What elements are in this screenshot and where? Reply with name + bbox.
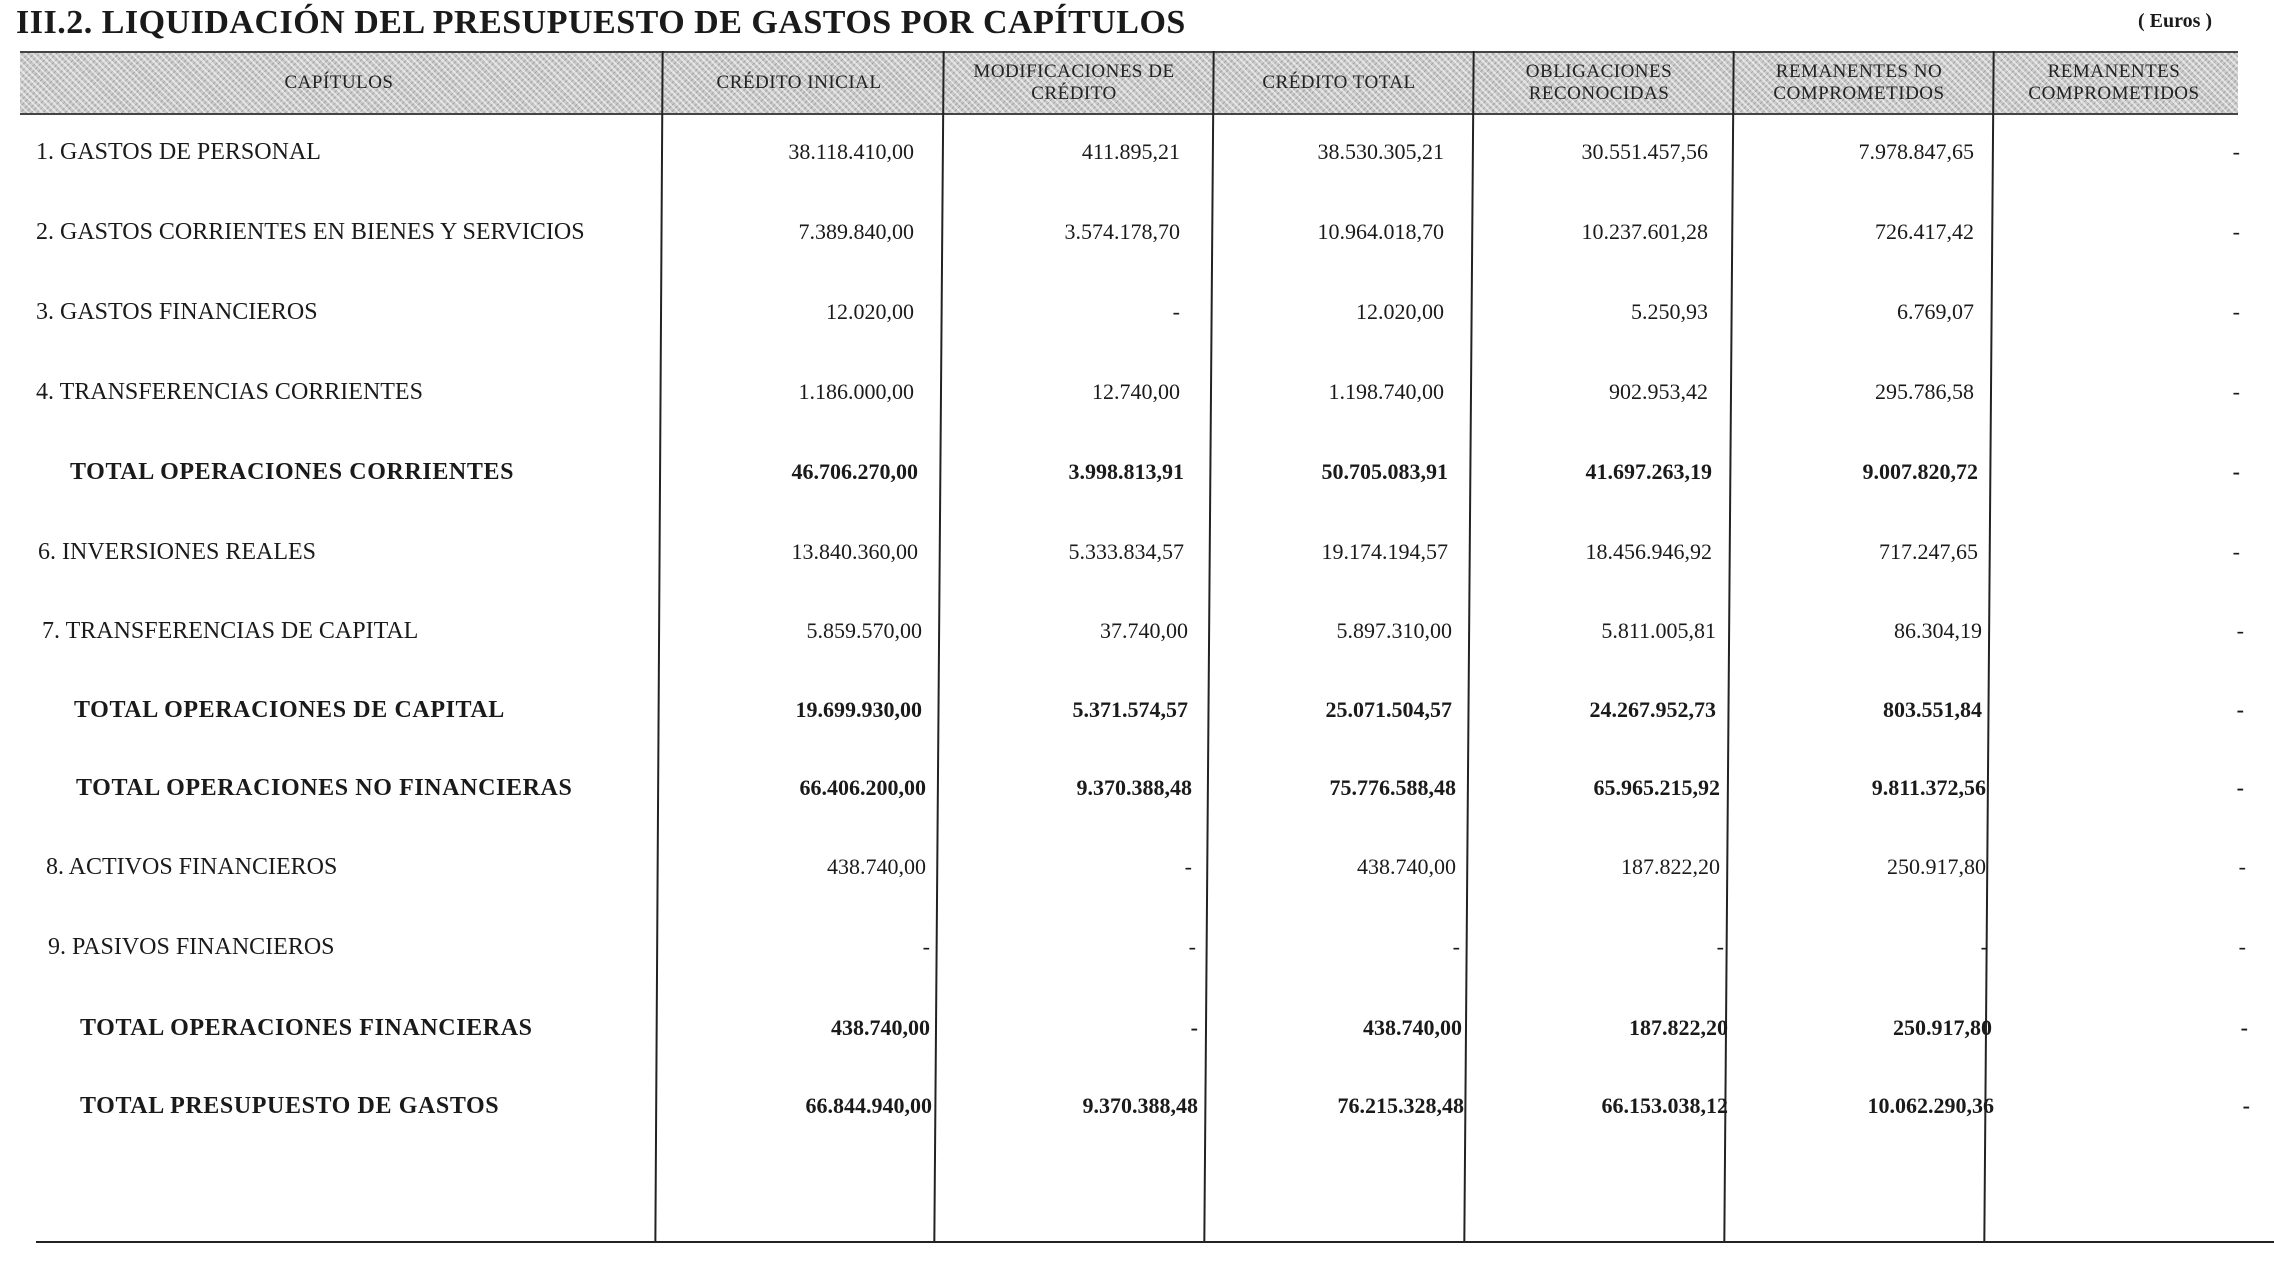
- cell-remanentes-no: -: [1980, 934, 1988, 959]
- cell-credito-total: 19.174.194,57: [1321, 539, 1448, 564]
- row-label: TOTAL PRESUPUESTO DE GASTOS: [80, 1092, 500, 1119]
- row-label: 1. GASTOS DE PERSONAL: [36, 138, 321, 165]
- cell-credito-total: 5.897.310,00: [1336, 618, 1452, 643]
- cell-remanentes-comp: -: [2236, 697, 2244, 722]
- cell-remanentes-comp: -: [2232, 139, 2240, 164]
- cell-remanentes-comp: -: [2236, 618, 2244, 643]
- cell-remanentes-no: 295.786,58: [1875, 379, 1974, 404]
- cell-credito-inicial: 19.699.930,00: [795, 697, 922, 722]
- cell-credito-total: 76.215.328,48: [1337, 1093, 1464, 1118]
- cell-obligaciones: 65.965.215,92: [1593, 775, 1720, 800]
- cell-remanentes-comp: -: [2232, 539, 2240, 564]
- cell-credito-inicial: 7.389.840,00: [798, 219, 914, 244]
- col-header-credito-total: CRÉDITO TOTAL: [1262, 72, 1416, 93]
- cell-credito-total: 438.740,00: [1363, 1015, 1462, 1040]
- row-label: TOTAL OPERACIONES CORRIENTES: [70, 458, 515, 485]
- row-label: 9. PASIVOS FINANCIEROS: [48, 933, 335, 960]
- table-row: [0, 122, 2274, 182]
- row-label: 3. GASTOS FINANCIEROS: [36, 298, 318, 325]
- cell-obligaciones: 5.250,93: [1631, 299, 1708, 324]
- cell-obligaciones: 10.237.601,28: [1581, 219, 1708, 244]
- cell-credito-inicial: 12.020,00: [826, 299, 914, 324]
- cell-remanentes-no: 803.551,84: [1883, 697, 1982, 722]
- col-header-remanentes-comprometidos: REMANENTES COMPROMETIDOS: [2028, 61, 2200, 104]
- cell-obligaciones: 30.551.457,56: [1581, 139, 1708, 164]
- page-title: III.2. LIQUIDACIÓN DEL PRESUPUESTO DE GASTOS POR CAPÍTULOS: [16, 4, 1186, 41]
- cell-obligaciones: 18.456.946,92: [1585, 539, 1712, 564]
- cell-remanentes-no: 250.917,80: [1887, 854, 1986, 879]
- table-row-total: [0, 758, 2274, 818]
- cell-remanentes-comp: -: [2236, 775, 2244, 800]
- cell-obligaciones: 41.697.263,19: [1585, 459, 1712, 484]
- cell-remanentes-no: 726.417,42: [1875, 219, 1974, 244]
- cell-credito-inicial: 38.118.410,00: [788, 139, 914, 164]
- cell-credito-total: -: [1452, 934, 1460, 959]
- table-row: [0, 522, 2274, 582]
- table-row: [0, 601, 2274, 661]
- table-row-total: [0, 680, 2274, 740]
- cell-remanentes-comp: -: [2238, 934, 2246, 959]
- cell-modificaciones: -: [1184, 854, 1192, 879]
- table-row: [0, 837, 2274, 897]
- cell-remanentes-no: 10.062.290,36: [1867, 1093, 1994, 1118]
- table-row-total: [0, 1076, 2274, 1136]
- table-row-total: [0, 998, 2274, 1058]
- cell-modificaciones: 9.370.388,48: [1082, 1093, 1198, 1118]
- cell-credito-total: 50.705.083,91: [1321, 459, 1448, 484]
- cell-obligaciones: 187.822,20: [1629, 1015, 1728, 1040]
- table-row: [0, 917, 2274, 977]
- cell-credito-total: 75.776.588,48: [1329, 775, 1456, 800]
- cell-credito-inicial: 66.406.200,00: [799, 775, 926, 800]
- table-bottom-rule: [36, 1241, 2274, 1243]
- table-row-total: [0, 442, 2274, 502]
- cell-credito-inicial: 13.840.360,00: [791, 539, 918, 564]
- cell-remanentes-comp: -: [2232, 459, 2240, 484]
- cell-obligaciones: 902.953,42: [1609, 379, 1708, 404]
- col-header-modificaciones: MODIFICACIONES DE CRÉDITO: [973, 61, 1175, 104]
- cell-obligaciones: 5.811.005,81: [1601, 618, 1716, 643]
- row-label: TOTAL OPERACIONES FINANCIERAS: [80, 1014, 533, 1041]
- cell-remanentes-no: 9.811.372,56: [1871, 775, 1986, 800]
- col-header-credito-inicial: CRÉDITO INICIAL: [716, 72, 882, 93]
- cell-credito-inicial: 438.740,00: [831, 1015, 930, 1040]
- cell-modificaciones: -: [1188, 934, 1196, 959]
- cell-credito-total: 438.740,00: [1357, 854, 1456, 879]
- row-label: 6. INVERSIONES REALES: [38, 538, 317, 565]
- cell-remanentes-no: 6.769,07: [1897, 299, 1974, 324]
- cell-credito-total: 12.020,00: [1356, 299, 1444, 324]
- table-row: [0, 282, 2274, 342]
- cell-modificaciones: -: [1172, 299, 1180, 324]
- cell-remanentes-no: 9.007.820,72: [1862, 459, 1978, 484]
- table-row: [0, 202, 2274, 262]
- cell-remanentes-no: 7.978.847,65: [1858, 139, 1974, 164]
- cell-modificaciones: 37.740,00: [1100, 618, 1188, 643]
- row-label: 2. GASTOS CORRIENTES EN BIENES Y SERVICIOS: [36, 218, 585, 245]
- cell-credito-inicial: -: [922, 934, 930, 959]
- table-row: [0, 362, 2274, 422]
- row-label: 4. TRANSFERENCIAS CORRIENTES: [36, 378, 423, 405]
- cell-modificaciones: 9.370.388,48: [1076, 775, 1192, 800]
- cell-credito-total: 10.964.018,70: [1317, 219, 1444, 244]
- cell-remanentes-comp: -: [2240, 1015, 2248, 1040]
- cell-obligaciones: 187.822,20: [1621, 854, 1720, 879]
- cell-credito-total: 1.198.740,00: [1328, 379, 1444, 404]
- cell-remanentes-no: 86.304,19: [1894, 618, 1982, 643]
- cell-credito-inicial: 1.186.000,00: [798, 379, 914, 404]
- units-label: ( Euros ): [2138, 10, 2213, 32]
- cell-credito-total: 38.530.305,21: [1317, 139, 1444, 164]
- cell-modificaciones: 411.895,21: [1081, 139, 1180, 164]
- cell-modificaciones: 3.998.813,91: [1068, 459, 1184, 484]
- row-label: TOTAL OPERACIONES NO FINANCIERAS: [76, 774, 573, 801]
- cell-remanentes-comp: -: [2232, 299, 2240, 324]
- cell-remanentes-comp: -: [2232, 379, 2240, 404]
- cell-remanentes-no: 717.247,65: [1879, 539, 1978, 564]
- cell-obligaciones: -: [1716, 934, 1724, 959]
- cell-remanentes-no: 250.917,80: [1893, 1015, 1992, 1040]
- cell-modificaciones: 3.574.178,70: [1064, 219, 1180, 244]
- col-header-obligaciones: OBLIGACIONES RECONOCIDAS: [1525, 61, 1673, 104]
- row-label: 8. ACTIVOS FINANCIEROS: [46, 853, 338, 880]
- cell-credito-total: 25.071.504,57: [1325, 697, 1452, 722]
- cell-credito-inicial: 438.740,00: [827, 854, 926, 879]
- cell-obligaciones: 24.267.952,73: [1589, 697, 1716, 722]
- cell-remanentes-comp: -: [2238, 854, 2246, 879]
- cell-modificaciones: 12.740,00: [1092, 379, 1180, 404]
- cell-modificaciones: -: [1190, 1015, 1198, 1040]
- cell-credito-inicial: 46.706.270,00: [791, 459, 918, 484]
- cell-remanentes-comp: -: [2242, 1093, 2250, 1118]
- row-label: TOTAL OPERACIONES DE CAPITAL: [74, 696, 505, 723]
- col-header-capitulos: CAPÍTULOS: [284, 72, 394, 93]
- col-header-remanentes-no-comprometidos: REMANENTES NO COMPROMETIDOS: [1773, 61, 1945, 104]
- cell-modificaciones: 5.333.834,57: [1068, 539, 1184, 564]
- cell-modificaciones: 5.371.574,57: [1072, 697, 1188, 722]
- cell-credito-inicial: 5.859.570,00: [806, 618, 922, 643]
- row-label: 7. TRANSFERENCIAS DE CAPITAL: [42, 617, 419, 644]
- cell-credito-inicial: 66.844.940,00: [805, 1093, 932, 1118]
- table-header: [20, 51, 2238, 115]
- cell-obligaciones: 66.153.038,12: [1601, 1093, 1728, 1118]
- cell-remanentes-comp: -: [2232, 219, 2240, 244]
